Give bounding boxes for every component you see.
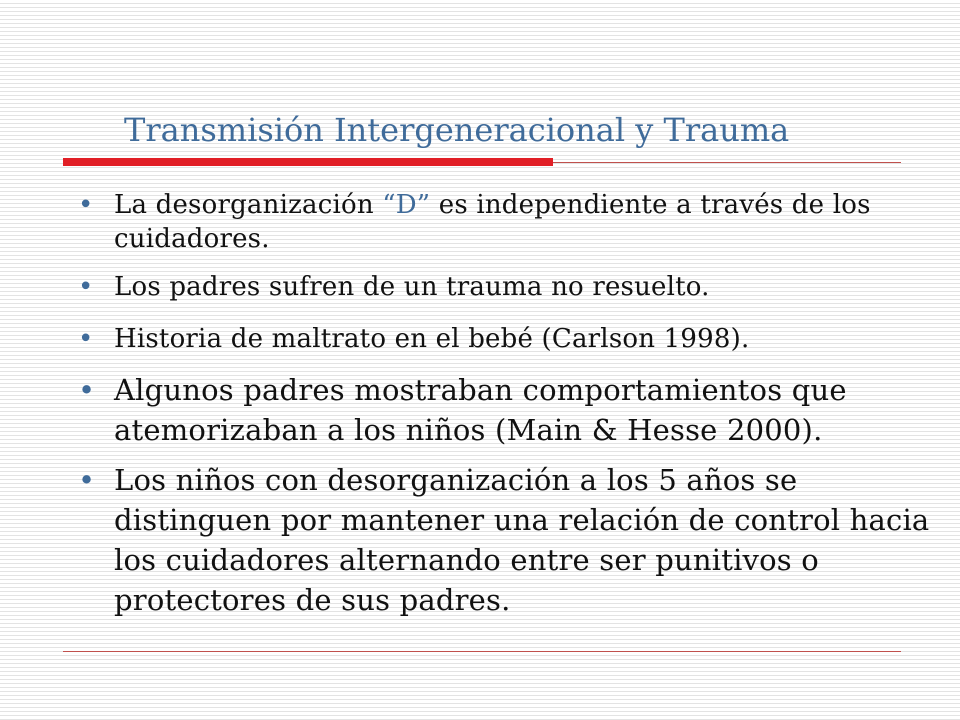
bullet-highlight: “D” bbox=[382, 190, 431, 220]
bullet-list bbox=[72, 188, 952, 620]
bullet-text-part: La desorganización bbox=[114, 190, 383, 220]
bullet-item bbox=[72, 270, 952, 304]
bullet-dot-icon: • bbox=[78, 373, 96, 407]
slide-title: Transmisión Intergeneracional y Trauma bbox=[124, 111, 790, 149]
bullet-item bbox=[72, 370, 952, 450]
bullet-dot-icon: • bbox=[78, 463, 96, 497]
bullet-dot-icon: • bbox=[78, 272, 94, 302]
bullet-text: Historia de maltrato en el bebé (Carlson 1998). bbox=[114, 324, 750, 354]
bullet-text: Algunos padres mostraban comportamientos que atemorizaban a los niños (Main & Hesse 2000). bbox=[114, 373, 847, 447]
bullet-dot-icon: • bbox=[78, 190, 94, 220]
bullet-text: Los niños con desorganización a los 5 años se distinguen por mantener una relación de control hacia los cuidadores alternando entre ser punitivos o protectores de sus padres. bbox=[114, 463, 930, 617]
bullet-item bbox=[72, 188, 952, 256]
title-divider-accent bbox=[63, 158, 553, 166]
footer-divider bbox=[63, 651, 901, 652]
bullet-text-part: es independiente a través de los cuidadores. bbox=[114, 190, 871, 254]
bullet-item bbox=[72, 322, 952, 356]
bullet-text: Los padres sufren de un trauma no resuelto. bbox=[114, 272, 710, 302]
bullet-item bbox=[72, 460, 952, 620]
bullet-dot-icon: • bbox=[78, 324, 94, 354]
